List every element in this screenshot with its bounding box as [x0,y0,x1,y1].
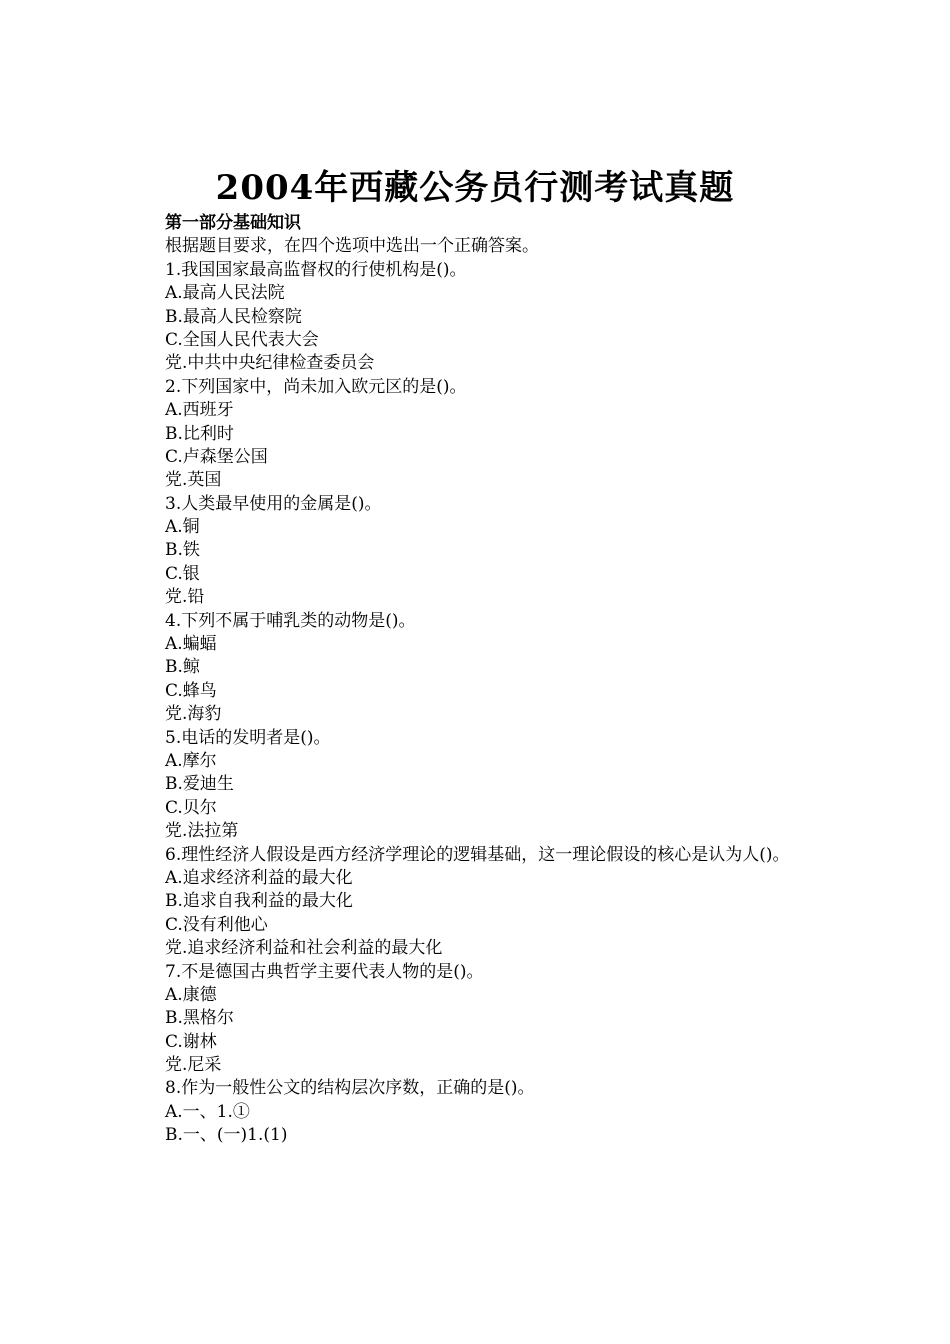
question-option: B.鲸 [165,657,200,678]
question-option: 党.尼采 [165,1055,222,1076]
question-option: B.铁 [165,540,200,561]
question-option: C.银 [165,563,200,584]
question-option: A.追求经济利益的最大化 [165,867,353,888]
question-option: B.爱迪生 [165,774,234,795]
question-option: 党.中共中央纪律检查委员会 [165,353,375,374]
question-option: 党.英国 [165,470,222,491]
question-option: B.追求自我利益的最大化 [165,891,353,912]
question-option: C.没有利他心 [165,914,268,935]
question-option: A.摩尔 [165,750,217,771]
section-heading: 第一部分基础知识 [165,213,301,233]
question-option: A.铜 [165,517,200,538]
question-option: 党.追求经济利益和社会利益的最大化 [165,938,443,959]
question-stem: 2.下列国家中，尚未加入欧元区的是()。 [165,376,467,397]
question-stem: 4.下列不属于哺乳类的动物是()。 [165,610,416,631]
question-stem: 3.人类最早使用的金属是()。 [165,493,382,514]
question-option: 党.铅 [165,587,205,608]
document-body [125,212,835,1148]
question-stem: 5.电话的发明者是()。 [165,727,331,748]
question-option: 党.法拉第 [165,821,239,842]
question-option: B.黑格尔 [165,1008,234,1029]
question-stem: 7.不是德国古典哲学主要代表人物的是()。 [165,961,484,982]
question-option: B.最高人民检察院 [165,306,302,327]
question-stem: 6.理性经济人假设是西方经济学理论的逻辑基础，这一理论假设的核心是认为人()。 [165,844,790,865]
question-option: 党.海豹 [165,704,222,725]
question-stem: 8.作为一般性公文的结构层次序数，正确的是()。 [165,1078,535,1099]
question-option: B.比利时 [165,423,234,444]
question-option: C.蜂鸟 [165,680,217,701]
question-option: C.谢林 [165,1031,217,1052]
question-stem: 1.我国国家最高监督权的行使机构是()。 [165,259,467,280]
question-option: A.康德 [165,984,217,1005]
instruction-text: 根据题目要求，在四个选项中选出一个正确答案。 [165,236,539,257]
question-option: C.全国人民代表大会 [165,329,319,350]
question-option: A.西班牙 [165,400,234,421]
question-option: A.蝙蝠 [165,634,217,655]
question-option: A.最高人民法院 [165,283,285,304]
question-option: B.一、(一)1.(1) [165,1125,288,1146]
question-option: C.贝尔 [165,797,217,818]
question-option: A.一、1.① [165,1101,250,1122]
document-title: 2004年西藏公务员行测考试真题 [215,168,735,208]
question-option: C.卢森堡公国 [165,446,268,467]
